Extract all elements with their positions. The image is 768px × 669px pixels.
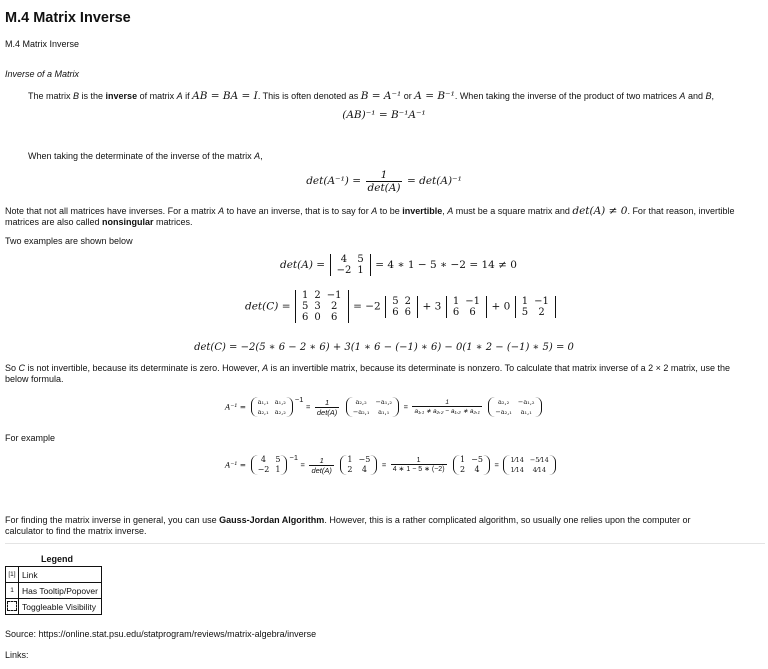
intro-paragraph (28, 91, 714, 102)
matrix-cell: 5 (521, 306, 529, 318)
equation-det-inverse (0, 169, 768, 194)
matrix-cell: −1 (465, 295, 480, 307)
matrix-cell: 1⁄14 (510, 456, 524, 464)
matrix-cell: 1⁄14 (510, 466, 524, 474)
note-line-2 (5, 217, 193, 228)
matrix-cell: −a₁,₂ (517, 398, 535, 406)
toggle-visibility-icon (6, 599, 19, 615)
matrix-cell: 2 (347, 465, 353, 474)
text: is the (79, 91, 106, 101)
eq-part: = (305, 402, 311, 412)
matrix-cell: 1 (275, 465, 281, 474)
links-label: Links: (5, 650, 29, 660)
inverse-formula (225, 397, 544, 417)
text: must be a square matrix and (453, 206, 573, 216)
eq-part: det(A⁻¹) = (306, 174, 362, 187)
matrix-cell: 6 (392, 306, 399, 318)
matrix-cell: 6 (452, 306, 460, 318)
text: A (176, 91, 183, 101)
matrix-cell: a₂,₁ (257, 408, 269, 416)
eq-part: = det(A)⁻¹ (406, 174, 462, 187)
text: C (18, 363, 26, 373)
eq-part: det(A) = (280, 259, 326, 271)
page-title: M.4 Matrix Inverse (5, 10, 131, 26)
bold-term: invertible (402, 206, 443, 216)
matrix-cell: 6 (302, 312, 309, 323)
fraction (412, 399, 481, 415)
numerator: 1 (412, 399, 481, 407)
text: A (218, 206, 225, 216)
numerator: 1 (366, 169, 403, 182)
matrix-cell: 4⁄14 (532, 466, 547, 474)
inline-equation: AB = BA = I (192, 90, 258, 102)
fraction (309, 456, 333, 475)
tooltip-icon: 1 (6, 583, 19, 599)
gauss-line-2: calculator to find the matrix inverse. (5, 526, 147, 536)
matrix-cell: −5⁄14 (529, 456, 549, 464)
text: A (679, 91, 686, 101)
matrix-cell: 1 (460, 455, 466, 464)
matrix-cell: a₂,₂ (498, 398, 510, 406)
text: , (442, 206, 448, 216)
matrix-cell: −1 (534, 295, 549, 307)
matrix-cell: −2 (257, 465, 270, 474)
matrix-cell: −5 (358, 455, 371, 464)
numerator: 1 (309, 456, 333, 466)
denominator: a₁,₁ ∗ a₂,₂ − a₁,₂ ∗ a₂,₁ (414, 408, 480, 415)
eq-part: + 3 (422, 300, 442, 313)
text: . However, this is a rather complicated algorithm, so usually one relies upon the computer or (324, 515, 691, 525)
text: A (371, 206, 378, 216)
page-subtitle: M.4 Matrix Inverse (5, 39, 80, 49)
legend-row (6, 599, 102, 615)
matrix-cell: 4 (474, 465, 480, 474)
matrix-cell: 1 (347, 455, 353, 464)
matrix-adjugate-2 (453, 455, 490, 475)
minor-2 (446, 296, 487, 318)
eq-part: A⁻¹ = (225, 402, 247, 412)
matrix-cell: 4 (361, 465, 367, 474)
matrix-cell: 2 (314, 290, 321, 301)
text: matrices. (153, 217, 193, 227)
matrix-cell: a₁,₁ (520, 408, 532, 416)
matrix-cell: 6 (469, 306, 476, 318)
eq-part: = (494, 460, 499, 470)
legend-label: Toggleable Visibility (19, 599, 102, 615)
matrix-cell: 4 (260, 455, 267, 464)
matrix-cell: a₂,₂ (274, 408, 286, 416)
example-1-equation (280, 254, 517, 276)
text: to have an inverse, that is to say for (224, 206, 372, 216)
so-line-1 (5, 363, 730, 374)
eq-part: = (300, 460, 305, 470)
eq-part: det(C) = (245, 300, 291, 313)
text: A (262, 363, 269, 373)
fraction (315, 398, 339, 417)
legend-row (6, 583, 102, 599)
inline-equation: A = B⁻¹ (414, 90, 455, 102)
matrix-cell: 5 (392, 295, 399, 307)
matrix-cell: −a₂,₁ (352, 408, 370, 416)
matrix-cell: −5 (471, 455, 483, 464)
matrix-cell: 6 (330, 312, 338, 323)
matrix-cell: 1 (521, 295, 529, 307)
text: and (685, 91, 706, 101)
matrix-cell: a₁,₂ (274, 398, 286, 406)
matrix-cell: −2 (336, 265, 352, 276)
eq-part: = (381, 460, 387, 470)
matrix-cell: −1 (326, 290, 342, 301)
inline-equation: det(A) ≠ 0 (572, 205, 628, 217)
matrix-cell: 1 (357, 265, 364, 276)
legend-label: Link (19, 567, 102, 583)
minor-3 (515, 296, 556, 318)
matrix-a (251, 455, 288, 475)
matrix-cell: a₁,₁ (257, 398, 269, 406)
minor-1 (385, 296, 418, 318)
exponent: −1 (294, 395, 304, 404)
numerator: 1 (315, 398, 339, 408)
text: The matrix (28, 91, 74, 101)
text: . When taking the inverse of the product of two matrices (454, 91, 680, 101)
denominator: det(A) (316, 407, 338, 417)
exponent: −1 (289, 453, 299, 462)
eq-part: + 0 (491, 300, 511, 313)
denominator: det(A) (311, 465, 332, 475)
matrix-cell: 1 (302, 290, 309, 301)
text: Note that not all matrices have inverses. For a matrix (5, 206, 219, 216)
eq-part: = 4 ∗ 1 − 5 ∗ −2 = 14 ≠ 0 (375, 259, 517, 271)
denominator: 4 ∗ 1 − 5 ∗ (−2) (392, 466, 445, 473)
det-paragraph (28, 151, 263, 162)
text: B (73, 91, 80, 101)
matrix-cell: 5 (275, 455, 281, 464)
text: So (5, 363, 19, 373)
fraction (366, 169, 403, 194)
example-3-equation (225, 455, 558, 475)
for-example-text: For example (5, 433, 56, 443)
equation-product-inverse: (AB)⁻¹ = B⁻¹A⁻¹ (342, 109, 426, 121)
text: A (254, 151, 261, 161)
link-icon: [1] (6, 567, 19, 583)
matrix-cell: 2 (460, 465, 466, 474)
matrix-cell: 2 (330, 301, 338, 312)
matrix-adjugate (346, 397, 399, 417)
section-heading: Inverse of a Matrix (5, 69, 80, 79)
text: to be (377, 206, 403, 216)
legend-label: Has Tooltip/Popover (19, 583, 102, 599)
text: A (447, 206, 454, 216)
matrix-cell: 5 (357, 254, 364, 265)
matrix-cell: a₂,₂ (355, 398, 367, 406)
matrix-cell: −a₂,₁ (495, 408, 512, 416)
matrix-cell: a₁,₁ (378, 408, 390, 416)
legend-table (5, 566, 102, 615)
matrix-cell: 4 (340, 254, 348, 265)
source-text: Source: https://online.stat.psu.edu/statprogram/reviews/matrix-algebra/inverse (5, 629, 317, 639)
gauss-line-1 (5, 515, 691, 526)
legend-row (6, 567, 102, 583)
numerator: 1 (391, 457, 447, 465)
matrix-cell: 2 (538, 306, 545, 318)
eq-part: = −2 (353, 300, 381, 313)
matrix-cell: 2 (404, 295, 411, 307)
matrix-cell: 0 (314, 312, 321, 323)
bold-term: inverse (105, 91, 138, 101)
so-line-2: below formula. (5, 374, 64, 384)
text: or (401, 91, 415, 101)
text: is not invertible, because its determinate is zero. However, (25, 363, 263, 373)
divider (5, 543, 765, 544)
bold-term: nonsingular (102, 217, 154, 227)
matrix-result (503, 455, 555, 475)
text: For finding the matrix inverse in general, you can use (5, 515, 220, 525)
matrix-cell: −a₁,₂ (375, 398, 393, 406)
two-examples-text: Two examples are shown below (5, 236, 133, 246)
example-2-equation (245, 290, 558, 323)
text: . For that reason, invertible (627, 206, 735, 216)
text: B (705, 91, 712, 101)
matrix-cell: 5 (302, 301, 309, 312)
text: of matrix (137, 91, 177, 101)
matrix-general (251, 397, 293, 417)
matrix-cell: 1 (452, 295, 460, 307)
text: When taking the determinate of the inverse of the matrix (28, 151, 255, 161)
matrix-cell: 6 (404, 306, 411, 318)
text: if (182, 91, 193, 101)
matrix-adjugate-2 (488, 397, 541, 417)
note-line-1 (5, 206, 735, 217)
text: . This is often denoted as (257, 91, 361, 101)
matrix-adjugate (340, 455, 377, 475)
eq-part: = (403, 402, 408, 412)
text: matrices are also called (5, 217, 103, 227)
determinant-matrix-a (330, 254, 371, 276)
inline-equation: B = A⁻¹ (360, 90, 402, 102)
matrix-cell: 3 (314, 301, 321, 312)
fraction (391, 457, 447, 473)
determinant-matrix-c (295, 290, 349, 323)
legend-heading: Legend (41, 554, 74, 564)
denominator: det(A) (367, 182, 401, 194)
example-2-expansion: det(C) = −2(5 ∗ 6 − 2 ∗ 6) + 3(1 ∗ 6 − (−1) ∗ 6) − 0(1 ∗ 2 − (−1) ∗ 5) = 0 (194, 342, 574, 353)
text: , (711, 91, 714, 101)
text: , (260, 151, 263, 161)
eq-part: A⁻¹ = (225, 460, 247, 470)
bold-term: Gauss-Jordan Algorithm (219, 515, 325, 525)
text: is an invertible matrix, because its determinate is nonzero. To calculate that matrix inverse of a 2 × 2 matrix, use the (268, 363, 730, 373)
